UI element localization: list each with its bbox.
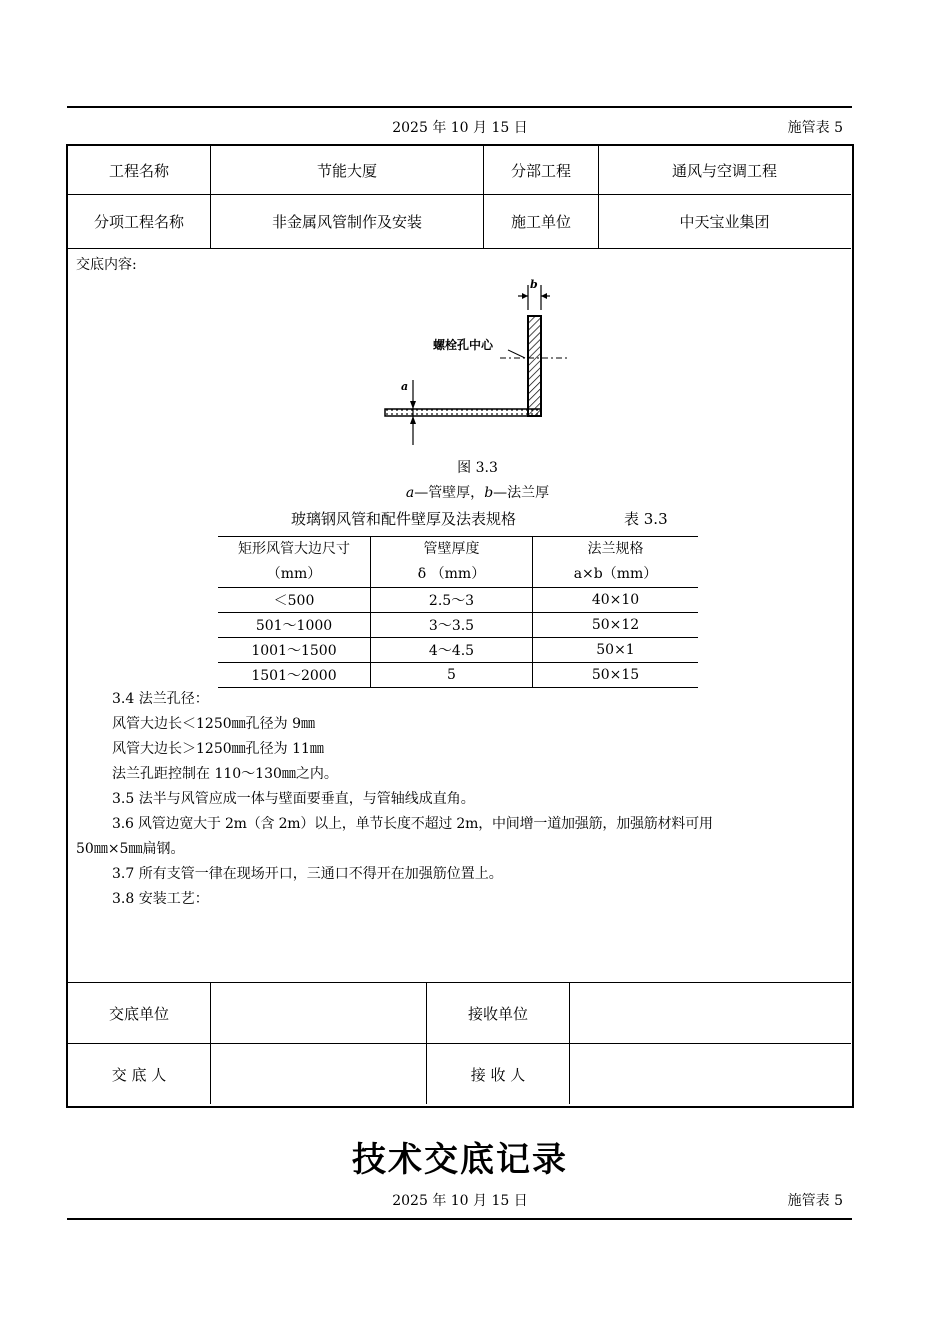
subitem-label: 分项工程名称 — [93, 213, 184, 231]
dimension-b-label: b — [530, 278, 538, 291]
header-date: 2025 年 10 月 15 日 — [392, 120, 528, 136]
top-rule — [67, 106, 852, 108]
contractor-value: 中天宝业集团 — [679, 213, 770, 231]
subitem-value: 非金属风管制作及安装 — [271, 213, 422, 231]
header-thickness-line2: δ （mm） — [417, 566, 486, 582]
table-row — [218, 638, 698, 663]
para-3-6-cont: 50㎜×5㎜扁钢。 — [76, 841, 185, 857]
handover-person-value[interactable] — [211, 1044, 426, 1104]
header-size-line2: （mm） — [266, 566, 322, 582]
header-form-number: 施管表 5 — [787, 120, 843, 136]
table-title: 玻璃钢风管和配件壁厚及法表规格 — [291, 510, 517, 528]
figure-caption: 图 3.3 — [457, 460, 498, 476]
header-flange — [533, 537, 699, 588]
table-cell: 50×1 — [533, 638, 699, 663]
handover-unit-label: 交底单位 — [108, 1004, 169, 1023]
para-3-6: 3.6 风管边宽大于 2m（含 2m）以上，单节长度不超过 2m，中间增一道加强筋，加强筋材料可用 — [112, 816, 713, 832]
table-cell: 50×15 — [533, 663, 699, 688]
table-cell: ＜500 — [218, 588, 371, 613]
table-cell: 50×12 — [533, 613, 699, 638]
legend-b-text: —法兰厚 — [493, 485, 550, 501]
receiver-label: 接 收 人 — [470, 1065, 526, 1084]
legend-a-symbol: a — [405, 485, 415, 501]
dimension-a-label: a — [401, 380, 409, 393]
info-table-bottom — [67, 248, 851, 249]
table-row — [218, 588, 698, 613]
table-cell: 501～1000 — [218, 613, 371, 638]
handover-unit-value[interactable] — [211, 983, 426, 1043]
para-3-4: 3.4 法兰孔径： — [112, 691, 209, 707]
division-value: 通风与空调工程 — [671, 161, 777, 180]
table-row — [218, 613, 698, 638]
bolt-center-label: 螺栓孔中心 — [433, 338, 494, 352]
receive-unit-label: 接收单位 — [467, 1004, 528, 1023]
para-3-7: 3.7 所有支管一律在现场开口，三通口不得开在加强筋位置上。 — [112, 866, 503, 882]
figure-legend — [300, 482, 655, 502]
header-thickness — [371, 537, 533, 588]
contractor-label: 施工单位 — [510, 213, 571, 231]
para-hole-small: 风管大边长＜1250㎜孔径为 9㎜ — [112, 716, 315, 732]
table-header-row — [218, 537, 698, 588]
legend-b-symbol: b — [484, 485, 494, 501]
table-number: 表 3.3 — [624, 510, 668, 528]
header-flange-line1: 法兰规格 — [587, 541, 644, 557]
handover-person-label: 交 底 人 — [111, 1065, 167, 1084]
header-size — [218, 537, 371, 588]
para-hole-spacing: 法兰孔距控制在 110～130㎜之内。 — [112, 766, 338, 782]
page-title: 技术交底记录 — [352, 1140, 568, 1180]
table-cell: 1001～1500 — [218, 638, 371, 663]
content-label: 交底内容: — [76, 257, 137, 273]
table-cell: 2.5～3 — [371, 588, 533, 613]
footer-date: 2025 年 10 月 15 日 — [392, 1193, 528, 1209]
project-name-label: 工程名称 — [108, 161, 169, 180]
receiver-value[interactable] — [570, 1044, 850, 1104]
para-hole-large: 风管大边长＞1250㎜孔径为 11㎜ — [112, 741, 324, 757]
header-flange-line2: a×b（mm） — [573, 566, 658, 582]
receive-unit-value[interactable] — [570, 983, 850, 1043]
legend-a-text: —管壁厚， — [414, 485, 485, 501]
table-cell: 3～3.5 — [371, 613, 533, 638]
header-thickness-line1: 管壁厚度 — [423, 541, 480, 557]
flange-diagram — [380, 280, 580, 450]
table-cell: 1501～2000 — [218, 663, 371, 688]
para-3-5: 3.5 法半与风管应成一体与壁面要垂直，与管轴线成直角。 — [112, 791, 475, 807]
division-label: 分部工程 — [510, 161, 571, 180]
project-name-value: 节能大厦 — [316, 161, 377, 180]
spec-table — [218, 536, 698, 688]
header-size-line1: 矩形风管大边尺寸 — [238, 541, 350, 557]
bottom-rule — [67, 1218, 852, 1220]
table-cell: 40×10 — [533, 588, 699, 613]
table-row — [218, 663, 698, 688]
table-cell: 5 — [371, 663, 533, 688]
para-3-8: 3.8 安装工艺： — [112, 891, 209, 907]
table-cell: 4～4.5 — [371, 638, 533, 663]
footer-form-number: 施管表 5 — [787, 1193, 843, 1209]
